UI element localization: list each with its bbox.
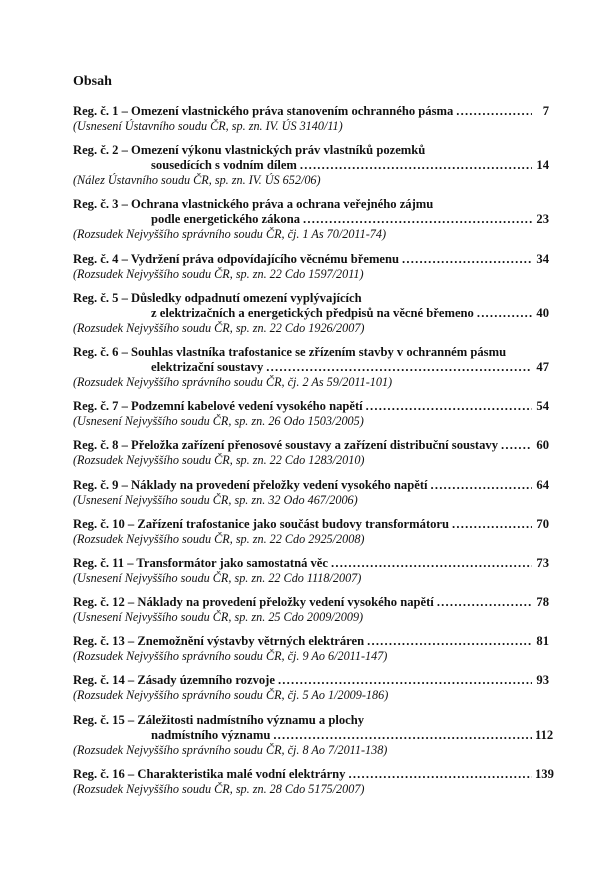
toc-entry-source: (Rozsudek Nejvyššího soudu ČR, sp. zn. 22 Cdo 2925/2008) [73, 531, 365, 546]
toc-entry-title-line [73, 360, 549, 375]
toc-entry-title: Reg. č. 4 – Vydržení práva odpovídajícího věcnému břemenu [73, 251, 400, 266]
dot-leader [331, 556, 532, 571]
toc-entry-source: (Usnesení Nejvyššího soudu ČR, sp. zn. 22 Cdo 1118/2007) [73, 570, 362, 585]
toc-entry-source: (Rozsudek Nejvyššího správního soudu ČR, čj. 5 Ao 1/2009-186) [73, 688, 389, 703]
toc-entry-source: (Rozsudek Nejvyššího správního soudu ČR, čj. 2 As 59/2011-101) [73, 374, 393, 389]
toc-entry-title: Reg. č. 8 – Přeložka zařízení přenosové soustavy a zařízení distribuční soustavy [73, 438, 498, 453]
toc-entry-title: Reg. č. 3 – Ochrana vlastnického práva a ochrana veřejného zájmu [73, 197, 434, 212]
dot-leader [501, 438, 532, 453]
toc-page-number: 47 [536, 359, 549, 374]
toc-entry [73, 291, 549, 336]
toc-entry-title: Reg. č. 9 – Náklady na provedení přeložky vedení vysokého napětí [73, 477, 428, 492]
toc-entry-title-line [73, 104, 549, 119]
toc-entry-source: (Rozsudek Nejvyššího správního soudu ČR, čj. 1 As 70/2011-74) [73, 227, 387, 242]
toc-entry-title-line [73, 766, 554, 782]
toc-page-number: 60 [536, 438, 549, 453]
toc-entry-title-line [73, 595, 549, 610]
toc-entry-title-line [73, 143, 549, 158]
toc-entry-title-line [73, 197, 549, 212]
toc-entry-title: Reg. č. 5 – Důsledky odpadnutí omezení vyplývajících [73, 290, 362, 305]
toc-entry [73, 673, 549, 703]
toc-entry-source: (Nález Ústavního soudu ČR, sp. zn. IV. ÚS 652/06) [73, 173, 321, 188]
dot-leader [431, 478, 532, 493]
toc-entry-title-line [73, 291, 549, 306]
toc-entry-source: (Usnesení Nejvyššího soudu ČR, sp. zn. 25 Cdo 2009/2009) [73, 610, 364, 625]
toc-entry-title: podle energetického zákona [151, 212, 301, 227]
toc-entry [73, 556, 549, 586]
toc-entry-title-line [73, 673, 549, 688]
toc-entry-source: (Rozsudek Nejvyššího správního soudu ČR, čj. 9 Ao 6/2011-147) [73, 649, 388, 664]
toc-entry-title-line [73, 713, 549, 728]
toc-entry-title-line [73, 478, 549, 493]
dot-leader [348, 767, 532, 782]
toc-entry-source: (Rozsudek Nejvyššího soudu ČR, sp. zn. 22 Cdo 1926/2007) [73, 320, 365, 335]
toc-entry [73, 143, 549, 188]
toc-page-number: 139 [535, 766, 554, 781]
toc-entry-title: Reg. č. 14 – Zásady územního rozvoje [73, 673, 275, 688]
toc-page-number: 64 [536, 477, 549, 492]
dot-leader [437, 595, 532, 610]
toc-entry-source: (Usnesení Nejvyššího soudu ČR, sp. zn. 32 Odo 467/2006) [73, 492, 358, 507]
toc-entry [73, 399, 549, 429]
toc-page-number: 34 [536, 251, 549, 266]
toc-entry [73, 438, 549, 468]
toc-entry-title: z elektrizačních a energetických předpisů na věcné břemeno [151, 305, 474, 320]
toc-entry-title: Reg. č. 16 – Charakteristika malé vodní elektrárny [73, 766, 346, 781]
toc-entry-source: (Rozsudek Nejvyššího správního soudu ČR, čj. 8 Ao 7/2011-138) [73, 742, 388, 757]
toc-entry-title: sousedících s vodním dílem [151, 158, 297, 173]
toc-entry [73, 104, 549, 134]
dot-leader [402, 252, 532, 267]
toc-page-number: 23 [536, 212, 549, 227]
dot-leader [278, 673, 532, 688]
toc-entry-title-line [73, 556, 549, 571]
toc-page-number: 70 [536, 516, 549, 531]
toc-entry [73, 345, 549, 390]
toc-entry-source: (Usnesení Nejvyššího soudu ČR, sp. zn. 26 Odo 1503/2005) [73, 414, 364, 429]
toc-page-number: 78 [536, 595, 549, 610]
toc-entry-title: Reg. č. 15 – Záležitosti nadmístního významu a plochy [73, 712, 365, 727]
toc-entry [73, 478, 549, 508]
toc-page-number: 73 [536, 555, 549, 570]
toc-entry [73, 252, 549, 282]
dot-leader [452, 517, 532, 532]
toc-entry [73, 197, 549, 242]
toc-entry-title: Reg. č. 2 – Omezení výkonu vlastnických práv vlastníků pozemků [73, 143, 426, 158]
toc-entry [73, 634, 549, 664]
toc-page-number: 81 [536, 634, 549, 649]
toc-page-number: 112 [535, 727, 554, 742]
dot-leader [456, 104, 532, 119]
toc-entry-title-line [73, 345, 549, 360]
dot-leader [266, 360, 532, 375]
toc-entry-title-line [73, 634, 549, 649]
table-of-contents [73, 104, 554, 806]
toc-entry-title: Reg. č. 11 – Transformátor jako samostatná věc [73, 555, 328, 570]
toc-entry [73, 766, 554, 797]
toc-entry-source: (Rozsudek Nejvyššího soudu ČR, sp. zn. 22 Cdo 1597/2011) [73, 266, 364, 281]
toc-entry-title-line [73, 306, 549, 321]
dot-leader [366, 399, 532, 414]
dot-leader [303, 212, 532, 227]
toc-entry [73, 595, 549, 625]
toc-entry-title-line [73, 212, 549, 227]
toc-page-number: 54 [536, 399, 549, 414]
toc-page-number: 14 [536, 158, 549, 173]
toc-entry-title: Reg. č. 13 – Znemožnění výstavby větrných elektráren [73, 634, 365, 649]
dot-leader [273, 728, 532, 743]
toc-entry-title-line [73, 252, 549, 267]
dot-leader [367, 634, 532, 649]
toc-entry-title-line [73, 517, 549, 532]
toc-page-number: 7 [542, 104, 549, 118]
toc-entry-source: (Rozsudek Nejvyššího soudu ČR, sp. zn. 22 Cdo 1283/2010) [73, 453, 365, 468]
dot-leader [477, 306, 532, 321]
toc-heading: Obsah [73, 74, 112, 89]
toc-page-number: 93 [536, 673, 549, 688]
toc-entry-title-line [73, 399, 549, 414]
toc-entry [73, 517, 549, 547]
toc-entry-title: Reg. č. 7 – Podzemní kabelové vedení vysokého napětí [73, 399, 363, 414]
toc-entry-title-line [73, 158, 549, 173]
toc-entry-title: Reg. č. 12 – Náklady na provedení přeložky vedení vysokého napětí [73, 595, 434, 610]
toc-entry-title: nadmístního významu [151, 727, 271, 742]
toc-entry-title: elektrizační soustavy [151, 359, 264, 374]
toc-entry-title: Reg. č. 1 – Omezení vlastnického práva stanovením ochranného pásma [73, 104, 454, 118]
toc-entry [73, 712, 554, 758]
toc-entry-title: Reg. č. 10 – Zařízení trafostanice jako součást budovy transformátoru [73, 516, 450, 531]
toc-entry-title-line [73, 438, 549, 453]
toc-entry-source: (Usnesení Ústavního soudu ČR, sp. zn. IV. ÚS 3140/11) [73, 119, 343, 133]
toc-page-number: 40 [536, 305, 549, 320]
toc-entry-title: Reg. č. 6 – Souhlas vlastníka trafostanice se zřízením stavby v ochranném pásmu [73, 344, 507, 359]
toc-entry-title-line [73, 727, 554, 743]
dot-leader [300, 158, 532, 173]
toc-entry-source: (Rozsudek Nejvyššího soudu ČR, sp. zn. 28 Cdo 5175/2007) [73, 781, 365, 796]
